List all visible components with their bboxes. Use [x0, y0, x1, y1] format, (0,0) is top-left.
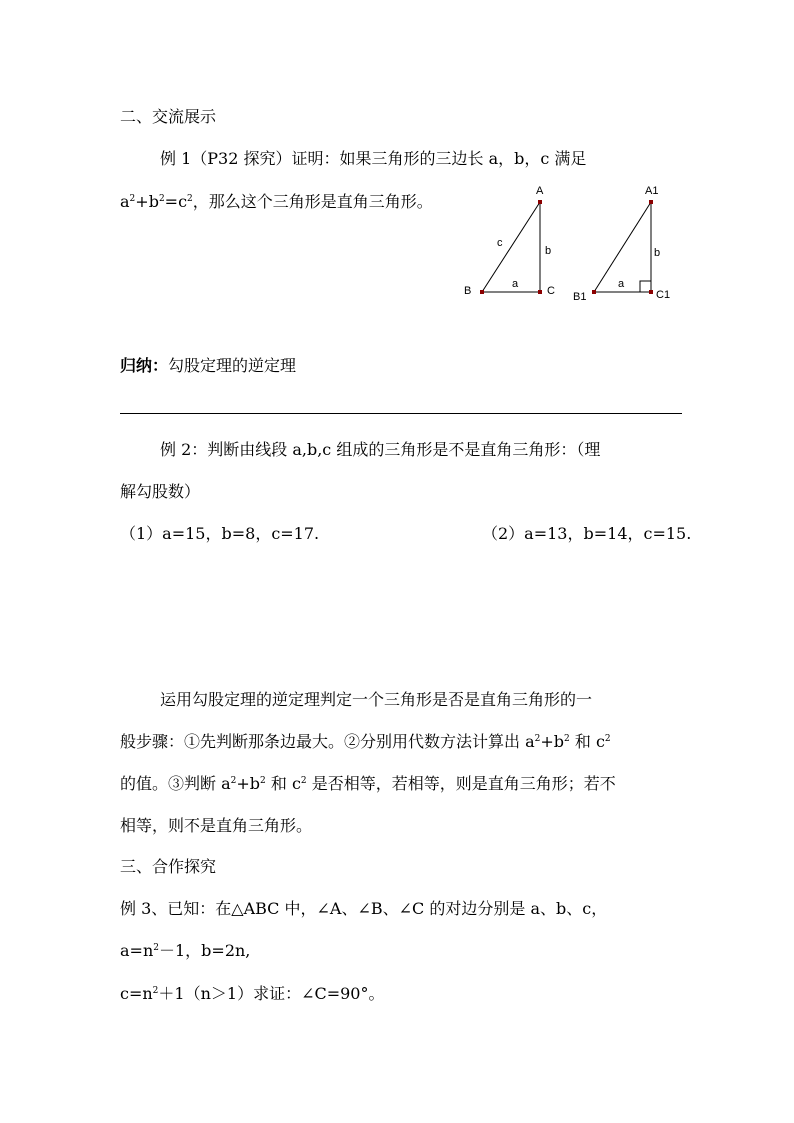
example3-line3 — [120, 984, 385, 1004]
exp: 2 — [604, 734, 611, 744]
steps-line3 — [120, 774, 616, 794]
exp: 2 — [564, 734, 570, 744]
steps-text: +b — [540, 732, 565, 751]
label-c1-vertex: C1 — [656, 289, 671, 301]
exp: 2 — [187, 194, 193, 204]
label-side-a: a — [512, 278, 519, 290]
label-side-b: b — [654, 247, 661, 259]
eq-c: =c — [164, 192, 188, 211]
vertex-point — [538, 290, 542, 294]
steps-line2 — [120, 732, 611, 752]
exp: 2 — [158, 194, 165, 204]
example3-line2 — [120, 941, 250, 961]
exp: 2 — [152, 986, 159, 996]
vertex-point — [592, 290, 596, 294]
exp: 2 — [153, 943, 159, 953]
exp: 2 — [260, 776, 266, 786]
example1-line2 — [120, 192, 433, 212]
triangles-figure — [455, 180, 695, 305]
steps-text: 是否相等，若相等，则是直角三角形；若不 — [306, 774, 616, 793]
summary-label: 归纳： — [120, 356, 169, 375]
example3-text: ＋1（n＞1）求证：∠C=90°。 — [158, 984, 385, 1003]
triangle-abc — [464, 185, 555, 297]
example3-text: c=n — [120, 984, 153, 1003]
label-b1-vertex: B1 — [573, 291, 587, 303]
steps-text: 般步骤：①先判断那条边最大。②分别用代数方法计算出 a — [120, 732, 535, 751]
section3-heading: 三、合作探究 — [120, 857, 217, 876]
label-c-vertex: C — [547, 285, 555, 297]
vertex-point — [538, 200, 542, 204]
example2-line1: 例 2：判断由线段 a,b,c 组成的三角形是不是直角三角形：（理 — [160, 440, 601, 459]
exp: 2 — [534, 734, 541, 744]
steps-text: 的值。③判断 a — [120, 774, 231, 793]
steps-text: 和 c — [265, 774, 301, 793]
vertex-point — [649, 200, 653, 204]
example2-question2: （2）a=13，b=14，c=15. — [482, 524, 692, 543]
example3-text: －1，b=2n, — [158, 941, 251, 960]
steps-text: 和 c — [569, 732, 605, 751]
steps-text: +b — [236, 774, 261, 793]
label-side-a: a — [618, 278, 625, 290]
eq-b: +b — [135, 192, 159, 211]
example1-line1: 例 1（P32 探究）证明：如果三角形的三边长 a，b，c 满足 — [160, 149, 587, 168]
exp: 2 — [129, 194, 136, 204]
label-a1-vertex: A1 — [645, 185, 659, 197]
example1-conclusion: ，那么这个三角形是直角三角形。 — [192, 192, 433, 211]
label-a-vertex: A — [536, 185, 544, 197]
section2-heading: 二、交流展示 — [120, 107, 217, 126]
label-side-b: b — [545, 245, 552, 257]
triangle-a1b1c1 — [573, 185, 670, 303]
example3-text: a=n — [120, 941, 154, 960]
exp: 2 — [300, 776, 307, 786]
exp: 2 — [230, 776, 237, 786]
answer-blank-line — [120, 413, 682, 414]
label-b-vertex: B — [464, 285, 472, 297]
vertex-point — [480, 290, 484, 294]
example3-line1: 例 3、已知：在△ABC 中，∠A、∠B、∠C 的对边分别是 a、b、c， — [120, 899, 608, 918]
steps-line1: 运用勾股定理的逆定理判定一个三角形是否是直角三角形的一 — [160, 690, 593, 709]
eq-a: a — [120, 192, 130, 211]
example2-question1: （1）a=15，b=8，c=17. — [120, 524, 320, 543]
vertex-point — [649, 290, 653, 294]
summary-line — [120, 356, 296, 376]
example2-line2: 解勾股数） — [120, 482, 201, 501]
steps-line4: 相等，则不是直角三角形。 — [120, 816, 313, 835]
summary-text: 勾股定理的逆定理 — [168, 356, 297, 375]
label-side-c: c — [497, 237, 503, 249]
